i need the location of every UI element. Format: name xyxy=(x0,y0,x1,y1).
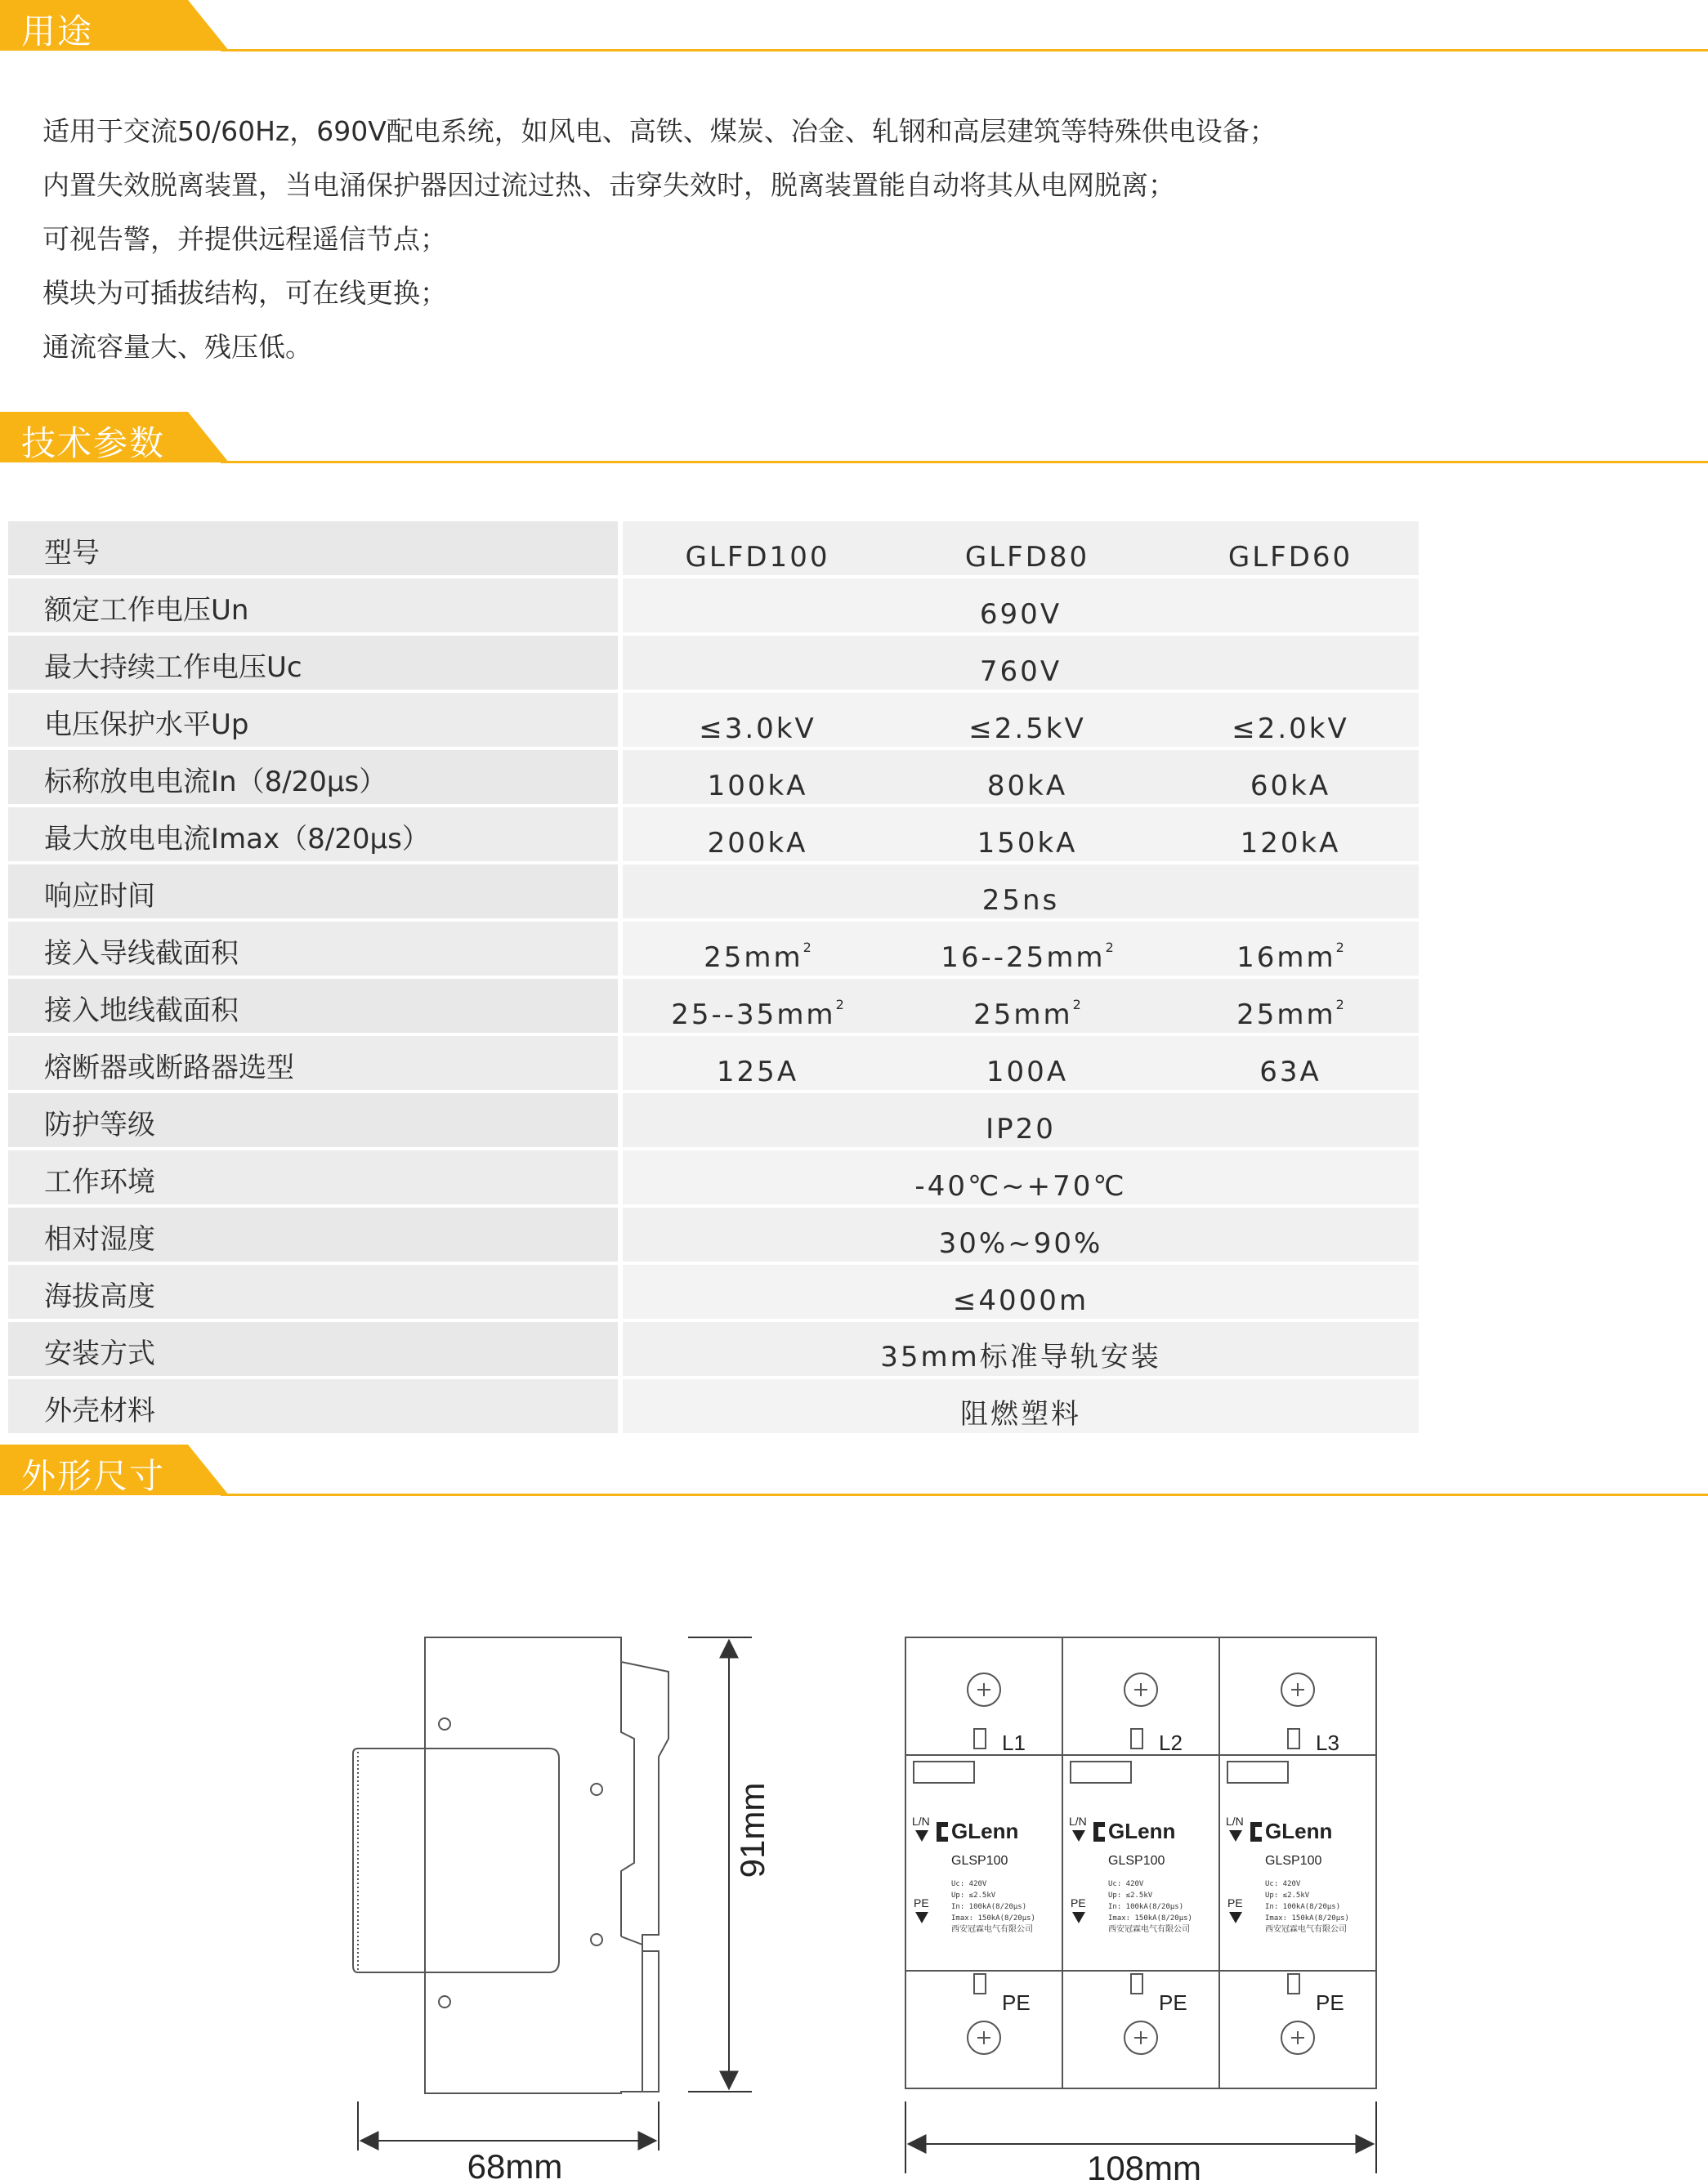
section-title-spec: 技术参数 xyxy=(21,423,166,463)
model-name: GLFD60 xyxy=(1162,521,1419,578)
spec-value: 阻燃塑料 xyxy=(623,1379,1419,1436)
spec-label: 标称放电电流In（8/20μs） xyxy=(8,750,623,807)
superscript: 2 xyxy=(835,997,844,1012)
module-spec: Up: ≤2.5kV xyxy=(951,1891,996,1900)
spec-value-text: 16mm xyxy=(1236,941,1336,974)
spec-label: 型号 xyxy=(8,521,623,578)
spec-label: 响应时间 xyxy=(8,864,623,922)
module-3 xyxy=(1219,1637,1376,2088)
spec-value xyxy=(623,979,892,1036)
side-hole xyxy=(591,1934,602,1945)
spec-value: 100kA xyxy=(623,750,892,807)
module-spec: In: 100kA(8/20μs) xyxy=(951,1903,1027,1911)
usage-line: 模块为可插拔结构，可在线更换； xyxy=(42,277,447,309)
spec-value-text: 25mm xyxy=(973,998,1073,1031)
superscript: 2 xyxy=(1335,997,1344,1012)
spec-label: 接入地线截面积 xyxy=(8,979,623,1036)
superscript: 2 xyxy=(1105,940,1114,955)
brand-logo: GLenn xyxy=(1265,1819,1333,1843)
spec-label: 额定工作电压Un xyxy=(8,578,623,636)
side-hole xyxy=(591,1784,602,1795)
brand-logo: GLenn xyxy=(951,1819,1019,1843)
spec-row xyxy=(8,1322,1419,1379)
pe-label: PE xyxy=(1002,1990,1031,2015)
spec-label: 熔断器或断路器选型 xyxy=(8,1036,623,1093)
height-label: 91mm xyxy=(733,1782,771,1878)
spec-row xyxy=(8,750,1419,807)
spec-value-text: 25--35mm xyxy=(671,998,836,1031)
line-label: L1 xyxy=(1002,1731,1026,1755)
superscript: 2 xyxy=(1335,940,1344,955)
spec-label: 防护等级 xyxy=(8,1093,623,1150)
spec-value: IP20 xyxy=(623,1093,1419,1150)
usage-line: 内置失效脱离装置，当电涌保护器因过流过热、击穿失效时，脱离装置能自动将其从电网脱离； xyxy=(42,169,1175,201)
usage-line: 可视告警，并提供远程遥信节点； xyxy=(42,223,447,255)
spec-value xyxy=(1162,979,1419,1036)
spec-row xyxy=(8,636,1419,693)
spec-value xyxy=(623,922,892,979)
section-divider xyxy=(221,1494,1708,1496)
spec-row xyxy=(8,922,1419,979)
section-header-dimensions xyxy=(0,1445,1708,1495)
module-spec: In: 100kA(8/20μs) xyxy=(1265,1903,1341,1911)
spec-label: 海拔高度 xyxy=(8,1265,623,1322)
spec-label: 电压保护水平Up xyxy=(8,693,623,750)
section-divider xyxy=(221,49,1708,51)
side-width-label: 68mm xyxy=(467,2147,563,2184)
ln-label: L/N xyxy=(912,1815,930,1828)
spec-value: 63A xyxy=(1162,1036,1419,1093)
ln-label: L/N xyxy=(1069,1815,1087,1828)
spec-value xyxy=(892,979,1162,1036)
usage-list xyxy=(42,105,1277,374)
spec-value: 30%~90% xyxy=(623,1208,1419,1265)
module-model: GLSP100 xyxy=(1108,1854,1165,1868)
front-view xyxy=(905,1637,1376,2088)
module-spec: Imax: 150kA(8/20μs) xyxy=(1265,1914,1349,1923)
module-spec: Imax: 150kA(8/20μs) xyxy=(951,1914,1035,1923)
model-name: GLFD80 xyxy=(892,521,1162,578)
section-header-spec xyxy=(0,412,1708,462)
spec-value: ≤4000m xyxy=(623,1265,1419,1322)
spec-value-text: 25mm xyxy=(1236,998,1336,1031)
spec-value: 60kA xyxy=(1162,750,1419,807)
section-divider xyxy=(221,461,1708,463)
spec-value: 120kA xyxy=(1162,807,1419,864)
spec-value-text: 25mm xyxy=(704,941,803,974)
spec-label: 接入导线截面积 xyxy=(8,922,623,979)
spec-row xyxy=(8,1150,1419,1208)
section-title-usage: 用途 xyxy=(21,11,94,51)
model-name: GLFD100 xyxy=(623,521,892,578)
section-title-dimensions: 外形尺寸 xyxy=(21,1456,166,1496)
usage-line: 适用于交流50/60Hz，690V配电系统，如风电、高铁、煤炭、冶金、轧钢和高层建筑等特殊供电设备； xyxy=(42,115,1277,147)
spec-row xyxy=(8,807,1419,864)
module-model: GLSP100 xyxy=(1265,1854,1322,1868)
superscript: 2 xyxy=(803,940,812,955)
side-clip xyxy=(621,1662,634,1936)
module-maker: 西安冠霖电气有限公司 xyxy=(1265,1925,1347,1934)
line-label: L2 xyxy=(1159,1731,1183,1755)
spec-value xyxy=(892,922,1162,979)
pe-label: PE xyxy=(1316,1990,1344,2015)
side-front-face xyxy=(353,1637,425,1972)
spec-value: ≤2.5kV xyxy=(892,693,1162,750)
spec-value xyxy=(1162,922,1419,979)
spec-row xyxy=(8,979,1419,1036)
spec-value: 150kA xyxy=(892,807,1162,864)
spec-value: 100A xyxy=(892,1036,1162,1093)
spec-label: 相对湿度 xyxy=(8,1208,623,1265)
module-1 xyxy=(905,1637,1062,2088)
spec-value: 80kA xyxy=(892,750,1162,807)
spec-value: 200kA xyxy=(623,807,892,864)
side-view xyxy=(353,1637,668,2093)
front-width-label: 108mm xyxy=(1086,2149,1202,2184)
side-hole xyxy=(439,1996,450,2008)
ln-label: L/N xyxy=(1226,1815,1244,1828)
side-body-outline xyxy=(425,1637,668,2093)
pe-small-label: PE xyxy=(1071,1896,1086,1909)
spec-row xyxy=(8,1093,1419,1150)
spec-value: 690V xyxy=(623,578,1419,636)
module-model: GLSP100 xyxy=(951,1854,1008,1868)
height-dimension xyxy=(688,1637,771,2092)
side-rail-notch xyxy=(621,1936,642,2092)
line-label: L3 xyxy=(1316,1731,1339,1755)
spec-label: 最大放电电流Imax（8/20μs） xyxy=(8,807,623,864)
spec-header-row xyxy=(8,521,1419,578)
spec-row xyxy=(8,1208,1419,1265)
spec-value: 760V xyxy=(623,636,1419,693)
spec-value-text: 16--25mm xyxy=(941,941,1106,974)
brand-logo: GLenn xyxy=(1108,1819,1176,1843)
side-cap xyxy=(358,1749,559,1972)
spec-row xyxy=(8,1036,1419,1093)
pe-small-label: PE xyxy=(1227,1896,1243,1909)
module-spec: Up: ≤2.5kV xyxy=(1265,1891,1310,1900)
module-spec: Imax: 150kA(8/20μs) xyxy=(1108,1914,1192,1923)
section-header-usage xyxy=(0,0,1708,51)
spec-label: 工作环境 xyxy=(8,1150,623,1208)
spec-row xyxy=(8,1379,1419,1436)
module-maker: 西安冠霖电气有限公司 xyxy=(951,1925,1033,1934)
spec-value: ≤3.0kV xyxy=(623,693,892,750)
pe-small-label: PE xyxy=(914,1896,929,1909)
usage-line: 通流容量大、残压低。 xyxy=(42,331,312,363)
module-spec: Uc: 420V xyxy=(951,1880,987,1888)
superscript: 2 xyxy=(1072,997,1081,1012)
module-maker: 西安冠霖电气有限公司 xyxy=(1108,1925,1190,1934)
module-spec: In: 100kA(8/20μs) xyxy=(1108,1903,1184,1911)
spec-label: 外壳材料 xyxy=(8,1379,623,1436)
spec-row xyxy=(8,693,1419,750)
module-spec: Up: ≤2.5kV xyxy=(1108,1891,1153,1900)
pe-label: PE xyxy=(1159,1990,1187,2015)
module-spec: Uc: 420V xyxy=(1108,1880,1144,1888)
spec-row xyxy=(8,578,1419,636)
front-width-dimension xyxy=(905,2101,1376,2184)
side-hole xyxy=(439,1718,450,1730)
spec-value: ≤2.0kV xyxy=(1162,693,1419,750)
spec-label: 最大持续工作电压Uc xyxy=(8,636,623,693)
module-2 xyxy=(1062,1637,1219,2088)
spec-table xyxy=(8,521,1419,1436)
spec-value: 35mm标准导轨安装 xyxy=(623,1322,1419,1379)
spec-label: 安装方式 xyxy=(8,1322,623,1379)
spec-value: 125A xyxy=(623,1036,892,1093)
spec-value: -40℃~+70℃ xyxy=(623,1150,1419,1208)
spec-row xyxy=(8,1265,1419,1322)
side-width-dimension xyxy=(358,2101,659,2184)
module-spec: Uc: 420V xyxy=(1265,1880,1301,1888)
spec-value: 25ns xyxy=(623,864,1419,922)
spec-row xyxy=(8,864,1419,922)
dimension-drawing xyxy=(0,1601,1708,2184)
